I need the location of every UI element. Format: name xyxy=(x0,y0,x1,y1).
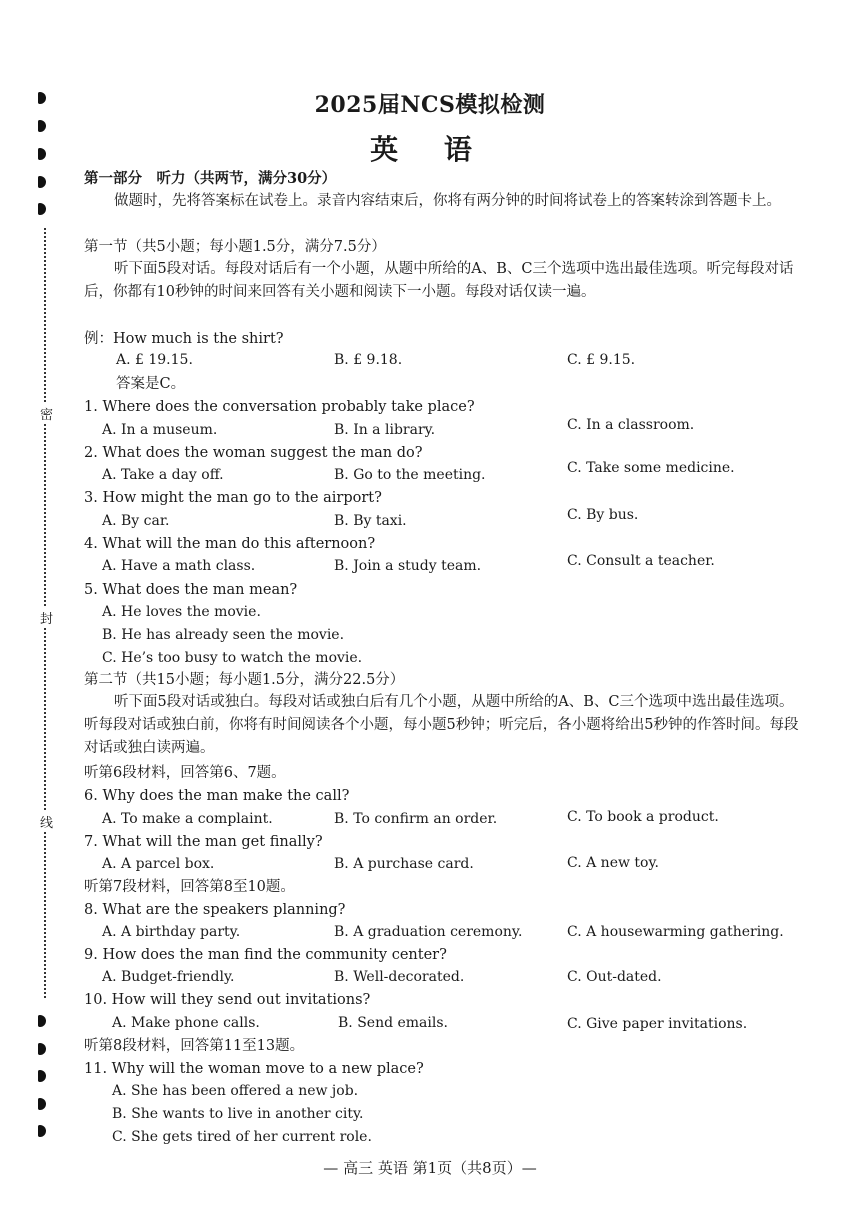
option-b: B. A purchase card. xyxy=(334,856,474,872)
section-heading: 第二节（共15小题；每小题1.5分，满分22.5分） xyxy=(84,672,405,688)
option-a: A. A birthday party. xyxy=(102,924,241,940)
option-b: B. He has already seen the movie. xyxy=(102,627,345,643)
question: 5. What does the man mean? xyxy=(84,582,298,598)
question: 8. What are the speakers planning? xyxy=(84,902,346,918)
seal-char: 密 xyxy=(40,404,53,423)
option-b: B. Join a study team. xyxy=(334,558,482,574)
option-a: A. He loves the movie. xyxy=(102,604,261,620)
part-heading: 第一部分 听力（共两节，满分30分） xyxy=(84,170,337,187)
option-b: B. By taxi. xyxy=(334,513,407,529)
example-question: 例：How much is the shirt? xyxy=(84,331,284,347)
example-option-c: C. £ 9.15. xyxy=(567,352,636,368)
question: 11. Why will the woman move to a new place? xyxy=(84,1061,424,1077)
question: 2. What does the woman suggest the man do? xyxy=(84,445,423,461)
question: 1. Where does the conversation probably take place? xyxy=(84,399,475,415)
option-b: B. Well-decorated. xyxy=(334,969,465,985)
question: 9. How does the man find the community center? xyxy=(84,947,447,963)
option-b: B. Go to the meeting. xyxy=(334,467,486,483)
question: 4. What will the man do this afternoon? xyxy=(84,536,376,552)
option-a: A. By car. xyxy=(102,513,170,529)
binding-mark xyxy=(38,1070,46,1082)
part-intro: 做题时，先将答案标在试卷上。录音内容结束后，你将有两分钟的时间将试卷上的答案转涂到答题卡上。 xyxy=(114,193,781,209)
binding-mark xyxy=(38,1098,46,1110)
option-a: A. In a museum. xyxy=(102,422,218,438)
example-option-b: B. £ 9.18. xyxy=(334,352,403,368)
option-c: C. To book a product. xyxy=(567,809,719,825)
option-c: C. Take some medicine. xyxy=(567,460,735,476)
option-b: B. To confirm an order. xyxy=(334,811,498,827)
example-answer: 答案是C。 xyxy=(116,376,186,392)
section-instructions: 听下面5段对话。每段对话后有一个小题，从题中所给的A、B、C三个选项中选出最佳选项。听完每段对话后，你都有10秒钟的时间来回答有关小题和阅读下一小题。每段对话仅读一遍。 xyxy=(84,261,794,300)
question: 3. How might the man go to the airport? xyxy=(84,490,382,506)
option-c: C. Give paper invitations. xyxy=(567,1016,748,1032)
binding-mark xyxy=(38,1125,46,1137)
material-note: 听第8段材料，回答第11至13题。 xyxy=(84,1038,305,1054)
question: 7. What will the man get finally? xyxy=(84,834,323,850)
option-a: A. A parcel box. xyxy=(102,856,215,872)
option-c: C. A new toy. xyxy=(567,855,659,871)
seal-char: 线 xyxy=(40,812,53,831)
option-a: A. Take a day off. xyxy=(102,467,224,483)
example-option-a: A. £ 19.15. xyxy=(116,352,193,368)
section-instructions: 听下面5段对话或独白。每段对话或独白后有几个小题，从题中所给的A、B、C三个选项中选出最佳选项。听每段对话或独白前，你将有时间阅读各个小题，每小题5秒钟；听完后，各小题将给出5秒钟的作答时间。每段对话或独白读两遍。 xyxy=(84,694,799,756)
option-a: A. She has been offered a new job. xyxy=(112,1083,359,1099)
option-a: A. Make phone calls. xyxy=(112,1015,260,1031)
option-c: C. Consult a teacher. xyxy=(567,553,715,569)
option-c: C. Out-dated. xyxy=(567,969,662,985)
option-a: A. Have a math class. xyxy=(102,558,256,574)
option-c: C. She gets tired of her current role. xyxy=(112,1129,372,1145)
option-b: B. She wants to live in another city. xyxy=(112,1106,364,1122)
binding-mark xyxy=(38,1043,46,1055)
binding-mark xyxy=(38,1015,46,1027)
material-note: 听第7段材料，回答第8至10题。 xyxy=(84,879,295,895)
option-b: B. A graduation ceremony. xyxy=(334,924,523,940)
exam-title: 2025届NCS模拟检测 xyxy=(314,92,546,118)
question: 10. How will they send out invitations? xyxy=(84,992,371,1008)
option-c: C. A housewarming gathering. xyxy=(567,924,784,940)
section-heading: 第一节（共5小题；每小题1.5分，满分7.5分） xyxy=(84,239,386,255)
material-note: 听第6段材料，回答第6、7题。 xyxy=(84,765,286,781)
option-a: A. Budget-friendly. xyxy=(102,969,235,985)
subject-title: 英 语 xyxy=(370,133,490,166)
question: 6. Why does the man make the call? xyxy=(84,788,350,804)
option-b: B. In a library. xyxy=(334,422,436,438)
option-c: C. In a classroom. xyxy=(567,417,695,433)
option-a: A. To make a complaint. xyxy=(102,811,273,827)
binding-mark xyxy=(38,203,46,215)
seal-char: 封 xyxy=(40,608,53,627)
option-b: B. Send emails. xyxy=(338,1015,448,1031)
option-c: C. He’s too busy to watch the movie. xyxy=(102,650,363,666)
binding-mark xyxy=(38,176,46,188)
page-footer: — 高三 英语 第1页（共8页）— xyxy=(323,1159,537,1177)
option-c: C. By bus. xyxy=(567,507,639,523)
